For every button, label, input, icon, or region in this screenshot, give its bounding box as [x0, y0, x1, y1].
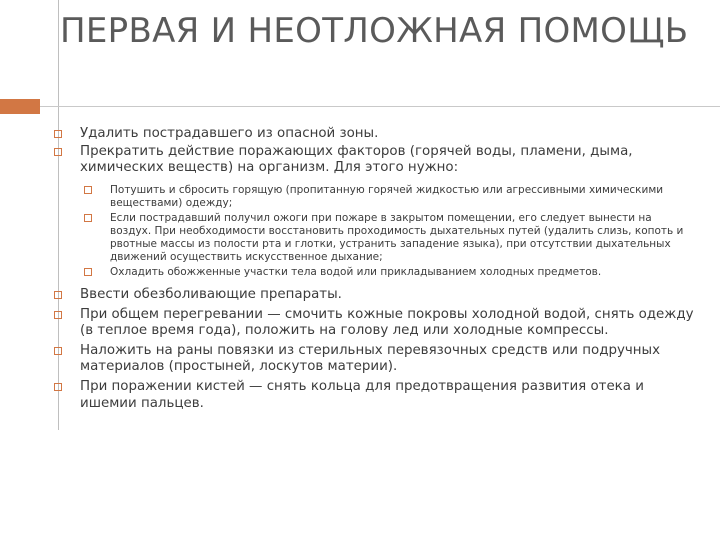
- list-item: [54, 379, 694, 412]
- list-item-text: Прекратить действие поражающих факторов (горячей воды, пламени, дыма, химических веществ) на организм. Для этого нужно:: [80, 143, 633, 176]
- list-item-text: Ввести обезболивающие препараты.: [80, 286, 342, 302]
- square-bullet-icon: [54, 311, 62, 319]
- list-item-text: Удалить пострадавшего из опасной зоны.: [80, 126, 379, 141]
- sub-list-item-text: Если пострадавший получил ожоги при пожаре в закрытом помещении, его следует вынести на воздух. При необходимости восстановить проходимость дыхательных путей (удалить слизь, копоть и рвотные массы из полости рта и глотки, устранить западение языка), при отсутствии дыхательных движений осуществить искусственное дыхание;: [110, 211, 684, 263]
- slide-title: ПЕРВАЯ И НЕОТЛОЖНАЯ ПОМОЩЬ: [60, 11, 689, 51]
- list-item-text: Наложить на раны повязки из стерильных перевязочных средств или подручных материалов (простыней, лоскутов материи).: [80, 342, 661, 375]
- sub-list-item-text: Потушить и сбросить горящую (пропитанную горячей жидкостью или агрессивными химическими веществами) одежду;: [110, 183, 664, 209]
- square-bullet-icon: [54, 347, 62, 355]
- title-underline: [40, 106, 720, 107]
- sub-list-item: [84, 184, 694, 210]
- list-item-text: При поражении кистей — снять кольца для предотвращения развития отека и ишемии пальцев.: [80, 379, 644, 411]
- list-item-text: При общем перегревании — смочить кожные покровы холодной водой, снять одежду (в теплое время года), положить на голову лед или холодные компрессы.: [80, 306, 694, 339]
- square-bullet-icon: [54, 130, 62, 138]
- square-bullet-icon: [84, 214, 92, 222]
- square-bullet-icon: [54, 291, 62, 299]
- list-item: [54, 144, 694, 177]
- sub-list-item-text: Охладить обожженные участки тела водой или прикладыванием холодных предметов.: [110, 265, 602, 278]
- square-bullet-icon: [54, 148, 62, 156]
- square-bullet-icon: [54, 383, 62, 391]
- bullet-list: [54, 126, 694, 414]
- list-item: [54, 307, 694, 340]
- list-item: [54, 287, 694, 303]
- list-item: [54, 126, 694, 142]
- title-accent-bar: [0, 99, 40, 114]
- list-item: [54, 343, 694, 376]
- sub-list-item: [84, 266, 694, 279]
- square-bullet-icon: [84, 268, 92, 276]
- square-bullet-icon: [84, 186, 92, 194]
- sub-list-item: [84, 212, 694, 264]
